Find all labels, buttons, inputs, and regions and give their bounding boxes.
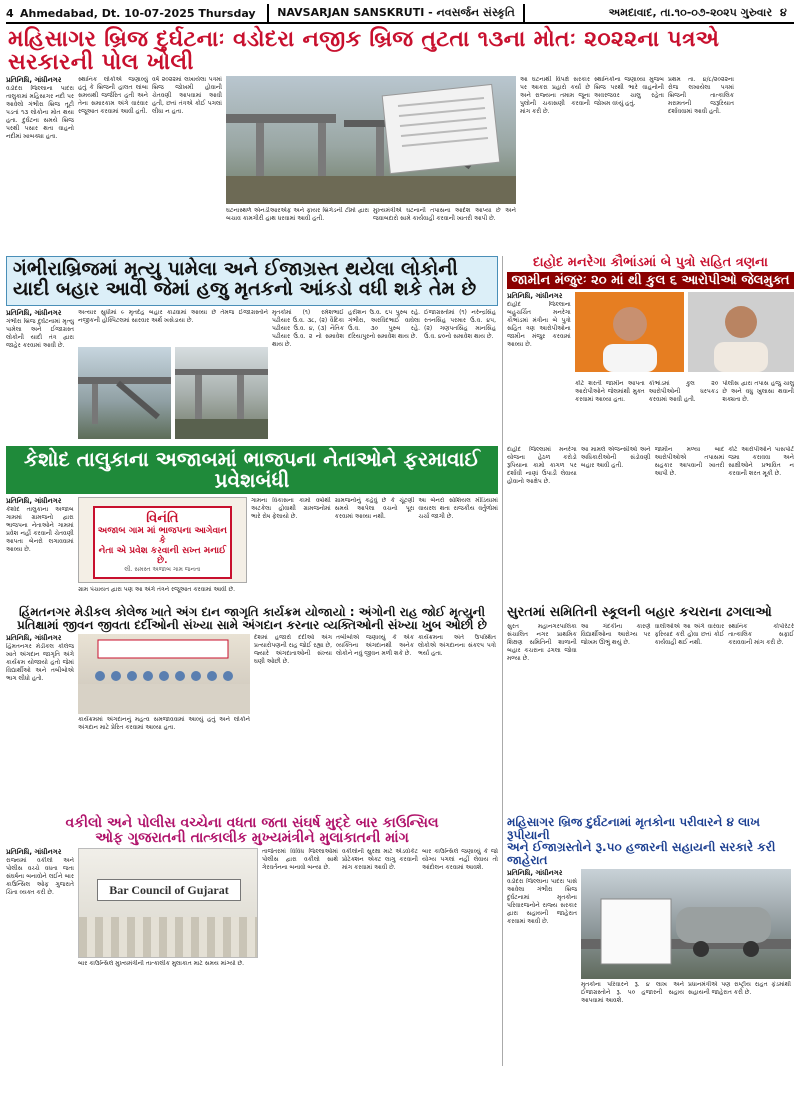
tanker-graphic xyxy=(581,869,791,979)
portrait-photo-white xyxy=(688,292,794,372)
article-column: મુખ્યમંત્રીએ ઘટનાની તપાસના આદેશ આપ્યા છે અને જવાબદારો સામે કાર્યવાહી કરવાની ખાતરી આપી છે. xyxy=(373,207,516,223)
article-column: કાર્યક્રમના અંતે ઉપસ્થિત લોકોએ અંગદાનના સંકલ્પ પત્રો ભર્યા હતા. xyxy=(418,634,496,658)
awareness-event-photo xyxy=(78,634,250,714)
banner-signature: લી. સમસ્ત અજાબ ગામ જનતા xyxy=(124,566,201,573)
article-column: સ્થાનિક કોર્પોરેટરે તાત્કાલિક સફાઈ કરાવવાની માંગ કરી છે. xyxy=(728,622,795,646)
article-column: ઘટનાસ્થળે એનડીઆરએફ અને ફાયર બ્રિગેડની ટીમો દ્વારા બચાવ કામગીરી હાથ ધરવામાં આવી હતી. xyxy=(226,207,369,223)
awareness-event-graphic xyxy=(78,634,250,714)
headline-compensation-line2: અને ઈજાગ્રસ્તોને રૂ.૫૦ હજારની સહાયની સરકારે કરી જાહેરાત xyxy=(507,840,776,867)
banner-line1: અજાબ ગામ માં ભાજપના આગેવાન કે xyxy=(97,526,227,546)
article-column: અત્યાર સુધીમાં ૯ મૃતદેહ બહાર કાઢવામાં આવ્યા છે તેમજ ઈજાગ્રસ્તોને નજીકની હોસ્પિટલમાં સારવાર અર્થે ખસેડાયા છે. xyxy=(78,309,268,324)
headline-bridge-collapse: મહિસાગર બ્રિજ દુર્ઘટનાઃ વડોદરા નજીક બ્રિજ તુટતા ૧૩ના મોતઃ ૨૦૨૨ના પત્રએ સરકારની પોલ ખોલી xyxy=(8,27,720,76)
story-dahod-continued xyxy=(502,446,794,606)
page-number-right: ૪ xyxy=(780,6,787,19)
bridge-collapse-photo xyxy=(226,76,516,204)
article-column: વકીલોની સુરક્ષા માટે એડવોકેટ પ્રોટેક્શન એક્ટ લાગુ કરવાની માંગ કરવામાં આવી છે. xyxy=(342,848,418,872)
article-column: દેશમાં હજારો દર્દીઓ અંગ પ્રત્યારોપણની રાહ જોઈ રહ્યા છે, જ્યારે અંગદાતાઓની સંખ્યા ઘણી ઓછી છે. xyxy=(254,634,332,666)
byline: પ્રતિનિધિ, ગાંધીનગર xyxy=(6,497,62,505)
headline-surat-garbage: સુરતમાં સમિતિની સ્કૂલની બહાર કચરાના ઢગલાઓ xyxy=(507,605,772,620)
rescue-operation-photo xyxy=(175,347,268,439)
rescue-operation-graphic xyxy=(175,347,268,439)
newspaper-title: NAVSARJAN SANSKRUTI - નવસર્જન સંસ્કૃતિ xyxy=(267,4,525,22)
building-facade xyxy=(79,917,257,957)
byline: પ્રતિનિધિ, ગાંધીનગર xyxy=(6,76,62,85)
article-column: વર્ષ ૨૦૨૨માં લખાયેલા પત્રમાં બ્રિજ જોખમી હોવાની ચેતવણી આપવામાં આવી હતી, છતાં તંત્રએ કોઈ પગલાં લીધા ન હતા. xyxy=(152,76,222,116)
bar-council-sign xyxy=(97,879,241,901)
portrait-graphic xyxy=(688,292,794,372)
story-surat-garbage xyxy=(502,606,794,816)
byline: પ્રતિનિધિ, ગાંધીનગર xyxy=(507,869,563,878)
byline: પ્રતિનિધિ, ગાંધીનગર xyxy=(507,292,563,301)
article-column: ગ્રામ પંચાયત દ્વારા પણ આ અંગે તંત્રને રજૂઆત કરવામાં આવી છે. xyxy=(78,586,236,593)
story-keshod-ban xyxy=(6,446,498,606)
page-number-left: 4 xyxy=(6,6,14,20)
bridge-wreck-graphic xyxy=(78,347,171,439)
dateline-english: Ahmedabad, Dt. 10-07-2025 Thursday xyxy=(20,6,256,20)
article-column: આ મામલે એજન્સીઓ અને અધિકારીઓની સંડોવણી બહાર આવી હતી. xyxy=(580,446,651,469)
article-column: આ ગંદકીના કારણે વિદ્યાર્થીઓના આરોગ્ય પર જોખમ ઊભું થયું છે. xyxy=(580,622,651,646)
article-column: કૌભાંડમાં કુલ ૨૦ આરોપીઓની ધરપકડ કરવામાં આવી હતી. xyxy=(648,380,719,404)
headline-dahod-line2: જામીન મંજુરઃ ૨૦ માં થી કુલ ૬ આરોપીઓ જેલમુક્ત xyxy=(507,272,794,290)
article-column: સુરત મહાનગરપાલિકા સંચાલિત નગર પ્રાથમિક શિક્ષણ સમિતિની શાળાની બહાર કચરાના ઢગલા જોવા મળ્યા છે. xyxy=(507,622,577,662)
article-column: પોલીસ દ્વારા તપાસ હજુ ચાલુ છે અને વધુ ખુલાસા થવાની શક્યતા છે. xyxy=(722,380,794,404)
article-column: કેશોદ તાલુકાના અજાબ ગામમાં ગ્રામજનો દ્વારા ભાજપના નેતાઓને ગામમાં પ્રવેશ નહીં કરવાની ચેતવણી આપતા બેનરો લગાવવામાં આવ્યા છે. xyxy=(6,506,74,553)
byline: પ્રતિનિધિ, ગાંધીનગર xyxy=(6,309,62,317)
sign-text: Bar Council of Gujarat xyxy=(109,882,229,897)
dateline-gujarati: અમદાવાદ, તા.૧૦-૦૭-૨૦૨૫ ગુરુવાર xyxy=(608,6,773,19)
article-column: સ્થાનિકોના જણાવ્યા મુજબ બ્રિજ પરથી ભારે વાહનોની અવરજવર ચાલુ રહેતા જોખમ વધ્યું હતું. xyxy=(594,76,664,108)
story-dahod-mnrega xyxy=(502,256,794,446)
article-column: દાહોદ જિલ્લામાં મનરેગા યોજના હેઠળ કરોડો રૂપિયાના કામો કાગળ પર દર્શાવી નાણાં ઉપાડી લેવાયા હોવાનો આક્ષેપ છે. xyxy=(507,446,577,485)
portrait-photo-orange xyxy=(575,292,685,372)
article-column: આ ઘટનાથી વિપક્ષે સરકાર પર આકરા પ્રહારો કર્યા છે અને રાજ્યના તમામ જૂના પુલોની ચકાસણી કરવાની માંગ કરી છે. xyxy=(520,76,590,116)
byline: પ્રતિનિધિ, ગાંધીનગર xyxy=(6,634,62,643)
protest-banner xyxy=(93,506,232,579)
protest-banner-photo xyxy=(78,497,247,583)
headline-bar-council-line1: વકીલો અને પોલીસ વચ્ચેના વધતા જતા સંઘર્ષ મુદ્દે બાર કાઉન્સિલ xyxy=(65,815,439,831)
masthead xyxy=(6,4,794,24)
article-column: હરીશન ઉ.વ. ૬૫ પુરુષ રહે. ગંભીરા, અરવિંદભાઈ વાઘેલા ઉ.વ. ૩૦ પુરુષ રહે. દરિયાપુરનો સમાવેશ થાય છે. xyxy=(348,309,420,340)
story-bar-council xyxy=(6,816,498,1066)
story-death-toll xyxy=(6,256,498,446)
article-column: સ્થાનિક લોકોએ જણાવ્યું હતું કે બ્રિજની હાલત લાંબા સમયથી જર્જરિત હતી અને તેના સમારકામ અંગે વારંવાર રજૂઆત કરવામાં આવી હતી. xyxy=(78,76,148,116)
article-column: મૃતકોમાં (૧) રમેશભાઈ પઢીયાર ઉ.વ. ૩૮, (૨) વૈદિકા પઢીયાર ઉ.વ. ૪, (૩) નૈતિક પઢીયાર ઉ.વ. ૨ નો સમાવેશ થાય છે. xyxy=(272,309,344,348)
article-column: બાર કાઉન્સિલે મુખ્યમંત્રીની તાત્કાલીક મુલાકાત માટે સમય માંગ્યો છે. xyxy=(78,960,245,968)
article-column: વડોદરા જિલ્લાના પાદરા તાલુકામાં મહિસાગર નદી પર આવેલો ગંભીરા બ્રિજ તૂટી પડતાં ૧૩ લોકોના મોત થયા હતા. દુર્ઘટના સમયે બ્રિજ પરથી પસાર થતા વાહનો નદીમાં ખાબક્યા હતા. xyxy=(6,85,74,141)
article-column: તબીબોએ જણાવ્યું કે એક વ્યક્તિના અંગદાનથી અનેક લોકોને નવું જીવન મળી શકે છે. xyxy=(336,634,414,658)
banner-line2: નેતા એ પ્રવેશ કરવાની સખ્ત મનાઈ છે. xyxy=(98,546,227,566)
article-column: વડોદરા જિલ્લાના પાદરા પાસે આવેલા ગંભીરા બ્રિજ દુર્ઘટનામાં મૃતકોના પરિવારજનોને રાજ્ય સરકાર દ્વારા સહાયની જાહેરાત કરવામાં આવી છે. xyxy=(507,878,577,926)
story-organ-donation xyxy=(6,606,498,816)
bar-council-building-photo xyxy=(78,848,258,958)
article-column: ગંભીરા બ્રિજ દુર્ઘટનામાં મૃત્યુ પામેલા અને ઈજાગ્રસ્ત લોકોની યાદી તંત્ર દ્વારા જાહેર કરવામાં આવી છે. xyxy=(6,318,74,349)
portrait-graphic xyxy=(575,292,685,372)
article-column: કોર્ટે આરોપીઓને પાસપોર્ટ જમા કરાવવા અને સાક્ષીઓને પ્રભાવિત ન કરવાની શરત મૂકી છે. xyxy=(728,446,795,477)
story-bridge-collapse xyxy=(6,24,794,254)
headline-compensation-line1: મહિસાગર બ્રિજ દુર્ઘટનામાં મૃતકોના પરીવારને ૪ લાખ રૂપીયાની xyxy=(507,815,761,842)
article-column: કોર્ટે શરતી જામીન આપતા આરોપીઓને જેલમાંથી મુક્ત કરવામાં આવ્યા હતા. xyxy=(575,380,645,404)
article-column: ગામના વિકાસના કામો વર્ષોથી અટકેલા હોવાથી ગ્રામજનોમાં ભારે રોષ ફેલાયો છે. xyxy=(251,497,331,520)
headline-organ-donation-line1: હિંમતનગર મેડીકલ કોલેજ ખાતે અંગ દાન જાગૃતિ કાર્યક્રમ યોજાયો : અંગોની રાહ જોઈ મૃત્યુની xyxy=(18,605,486,619)
article-column: આ બેનરો સોશિયલ મીડિયામાં વાયરલ થતા રાજકીય વર્તુળોમાં ચર્ચા જાગી છે. xyxy=(418,497,498,520)
story-compensation xyxy=(502,816,794,1066)
article-column: વાલીઓએ આ અંગે વારંવાર ફરિયાદ કરી હોવા છતાં કોઈ કાર્યવાહી થઈ નથી. xyxy=(654,622,725,646)
article-column: પ્રથમ તા. ૪/૮/૨૦૨૨ના રોજ લખાયેલા પત્રમાં બ્રિજની તાત્કાલિક મરામતની જરૂરિયાત દર્શાવવામાં આવી હતી. xyxy=(668,76,734,116)
article-column: જામીન મળ્યા બાદ આરોપીઓએ તપાસમાં સહકાર આપવાની ખાતરી આપી છે. xyxy=(654,446,725,477)
headline-bar-council-line2: ઓફ ગુજરાતની તાત્કાલીક મુખ્યમંત્રીને મુલાકાતની માંગ xyxy=(95,829,409,846)
article-column: ગ્રામજનોનું કહેવું છે કે ચૂંટણી સમયે આપેલા વચનો પૂરા કરવામાં આવ્યા નથી. xyxy=(334,497,415,520)
bridge-photo-graphic xyxy=(226,76,516,204)
bridge-wreck-photo xyxy=(78,347,171,439)
article-column: ઈજાગ્રસ્તોમાં (૧) નરેન્દ્રસિંહ રતનસિંહ પરમાર ઉ.વ. ૪૫, (૨) ગણપતસિંહ માનસિંહ ઉ.વ. ૪૦નો સમાવેશ થાય છે. xyxy=(424,309,496,340)
article-column: તાજેતરમાં વિવિધ જિલ્લાઓમાં પોલીસ દ્વારા વકીલો સાથે ગેરવર્તનના બનાવો બન્યા છે. xyxy=(262,848,338,872)
byline: પ્રતિનિધિ, ગાંધીનગર xyxy=(6,848,62,857)
article-column: કાર્યક્રમમાં અંગદાનનું મહત્વ સમજાવવામાં આવ્યું હતું અને લોકોને અંગદાન માટે પ્રેરિત કરવામાં આવ્યા હતા. xyxy=(78,716,250,732)
headline-keshod-ban: કેશોદ તાલુકાના અજાબમાં ભાજપના નેતાઓને ફરમાવાઈ પ્રવેશબંધી xyxy=(6,446,498,494)
article-column: હિંમતનગર મેડીકલ કોલેજ ખાતે અંગદાન જાગૃતિ અંગે કાર્યક્રમ યોજાયો હતો જેમાં વિદ્યાર્થીઓ અને તબીબોએ ભાગ લીધો હતો. xyxy=(6,643,74,683)
headline-dahod-line1: દાહોદ મનરેગા કૌભાંડમાં બે પુત્રો સહિત ત્રણના xyxy=(533,255,768,270)
article-column: રાજ્યમાં વકીલો અને પોલીસ વચ્ચે વધતા જતા સંઘર્ષના બનાવોને લઈને બાર કાઉન્સિલ ઓફ ગુજરાતે ચિંતા વ્યક્ત કરી છે. xyxy=(6,857,74,897)
article-column: દાહોદ જિલ્લાના બહુચર્ચિત મનરેગા કૌભાંડમાં મંત્રીના બે પુત્રો સહિત ત્રણ આરોપીઓના જામીન મંજુર કરવામાં આવ્યા છે. xyxy=(507,301,571,349)
tanker-on-bridge-photo xyxy=(581,869,791,979)
headline-organ-donation-line2: પ્રતિક્ષામાં જીવન જીવતા દર્દીઓની સંખ્યા સામે અંગદાન કરનાર વ્યક્તિઓની સંખ્યા ખુબ ઓછી છે xyxy=(17,617,487,632)
article-column: બાર કાઉન્સિલે જણાવ્યું કે જો યોગ્ય પગલાં નહીં લેવાય તો આંદોલન કરવામાં આવશે. xyxy=(422,848,498,872)
headline-death-toll: ગંભીરાબ્રિજમાં મૃત્યુ પામેલા અને ઈજાગ્રસ્ત થયેલા લોકોની યાદી બહાર આવી જેમાં હજુ મૃતકનો આંકડો વધી શકે તેમ છે xyxy=(6,256,498,306)
banner-title: વિનંતિ xyxy=(146,511,179,526)
article-column: મૃતકોના પરિવારને રૂ. ૪ લાખ અને ઈજાગ્રસ્તોને રૂ. ૫૦ હજારની સહાય આપવામાં આવશે. xyxy=(581,981,684,1005)
article-column: પ્રધાનમંત્રીએ પણ રાષ્ટ્રીય રાહત ફંડમાંથી સહાયની જાહેરાત કરી છે. xyxy=(688,981,791,997)
